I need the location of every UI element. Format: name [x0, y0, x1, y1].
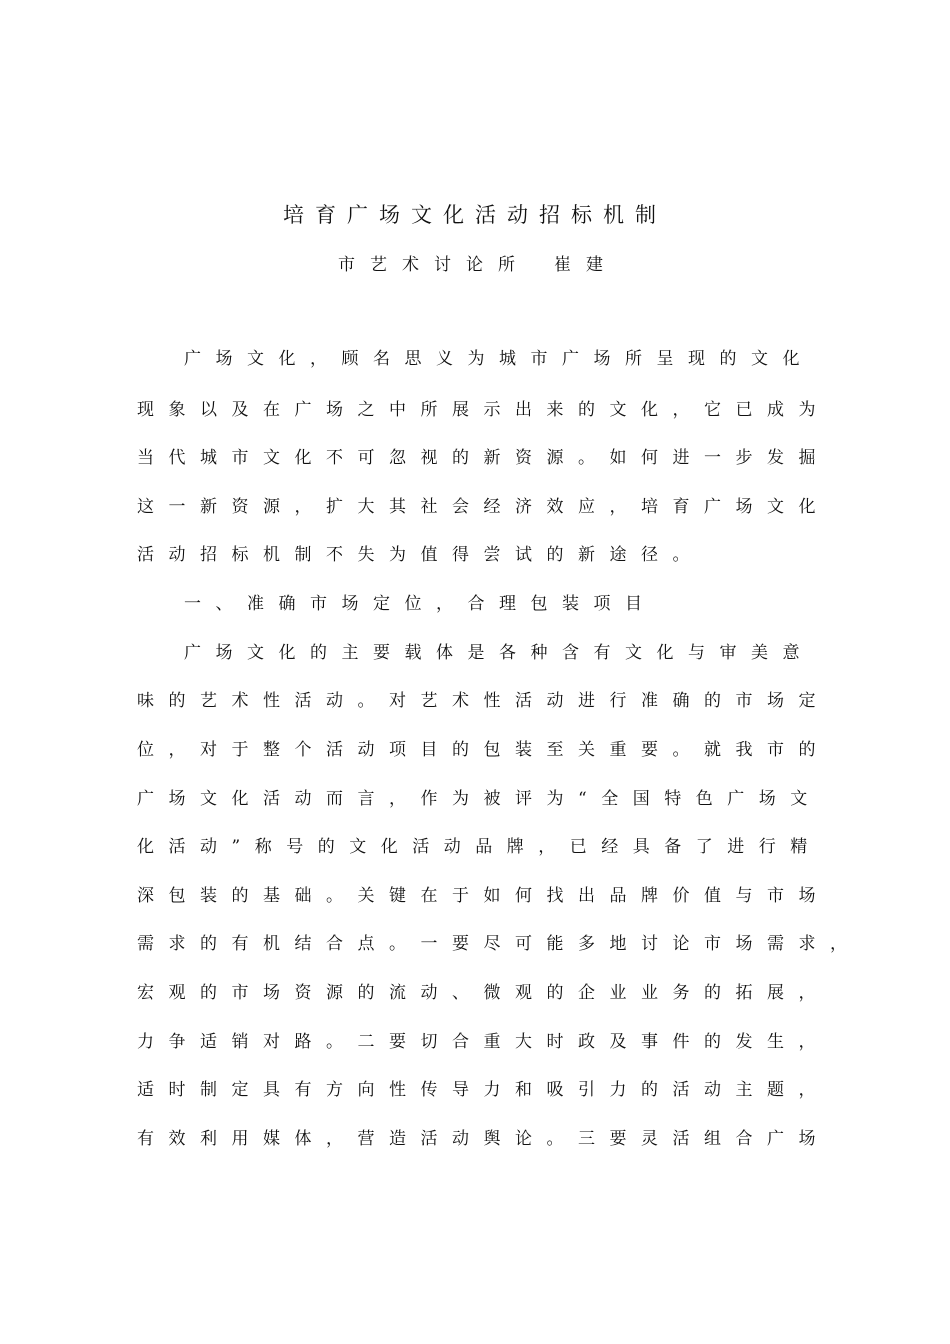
text-line: 宏观的市场资源的流动、微观的企业业务的拓展， [137, 983, 830, 1003]
text-line: 活动招标机制不失为值得尝试的新途径。 [137, 545, 704, 565]
text-line: 广场文化活动而言，作为被评为“全国特色广场文 [137, 789, 822, 809]
byline-author: 崔建 [554, 255, 618, 275]
text-line: 现象以及在广场之中所展示出来的文化，它已成为 [137, 400, 830, 420]
text-line: 适时制定具有方向性传导力和吸引力的活动主题， [137, 1080, 830, 1100]
text-line: 有效利用媒体，营造活动舆论。三要灵活组合广场 [137, 1129, 830, 1149]
text-line: 化活动”称号的文化活动品牌，已经具备了进行精 [137, 837, 822, 857]
section-heading: 一、准确市场定位，合理包装项目 [184, 594, 657, 614]
text-line: 广场文化的主要载体是各种含有文化与审美意 [184, 643, 814, 663]
byline-organization: 市艺术讨论所 [338, 255, 530, 275]
text-line: 位，对于整个活动项目的包装至关重要。就我市的 [137, 740, 830, 760]
text-line: 需求的有机结合点。一要尽可能多地讨论市场需求， [137, 934, 862, 954]
text-line: 这一新资源，扩大其社会经济效应，培育广场文化 [137, 497, 830, 517]
text-line: 深包装的基础。关键在于如何找出品牌价值与市场 [137, 886, 830, 906]
text-line: 力争适销对路。二要切合重大时政及事件的发生， [137, 1032, 830, 1052]
text-line: 味的艺术性活动。对艺术性活动进行准确的市场定 [137, 691, 830, 711]
text-line: 广场文化，顾名思义为城市广场所呈现的文化 [184, 349, 814, 369]
document-title: 培育广场文化活动招标机制 [283, 203, 667, 227]
text-line: 当代城市文化不可忽视的新资源。如何进一步发掘 [137, 448, 830, 468]
